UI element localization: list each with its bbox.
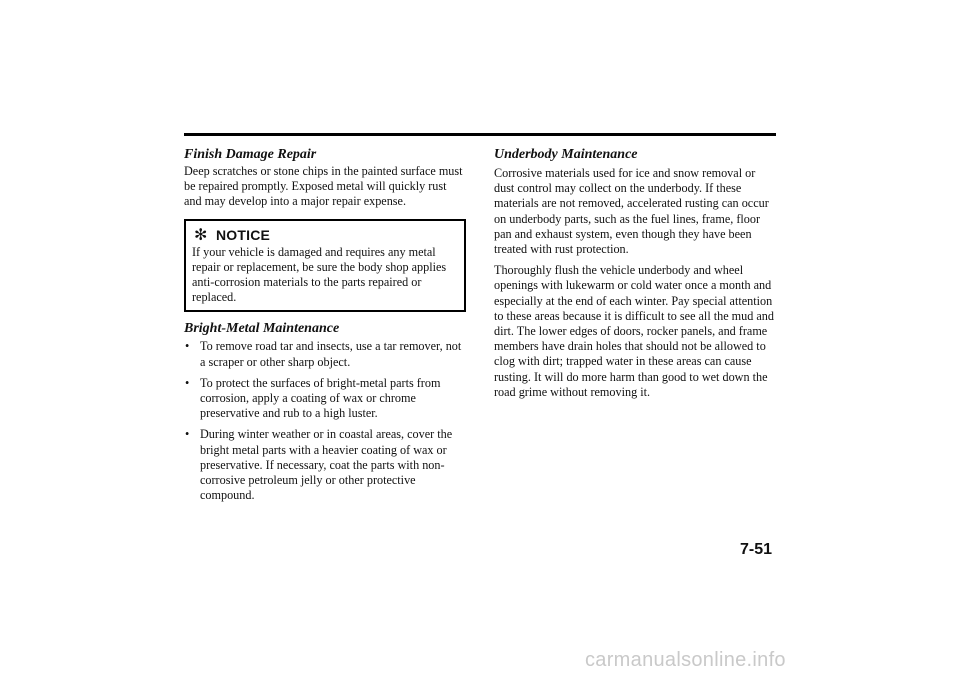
finish-damage-body: Deep scratches or stone chips in the painted surface must be repaired promptly. Exposed metal will quickly rust and may develop into a major repair expense. bbox=[184, 164, 463, 209]
notice-body: If your vehicle is damaged and requires any metal repair or replacement, be sure the body shop applies anti-corrosion materials to the parts repaired or replaced. bbox=[192, 244, 447, 305]
list-item-text: During winter weather or in coastal areas, cover the bright metal parts with a heavier coating of wax or preservative. If necessary, coat the parts with non-corrosive petroleum jelly or other protective compound. bbox=[200, 427, 453, 503]
bullet-icon: • bbox=[185, 427, 190, 442]
list-item-text: To protect the surfaces of bright-metal parts from corrosion, apply a coating of wax or chrome preservative and rub to a high luster. bbox=[200, 375, 441, 421]
left-column bbox=[184, 146, 466, 509]
finish-damage-heading: Finish Damage Repair bbox=[184, 147, 317, 162]
underbody-paragraph-2: Thoroughly flush the vehicle underbody and wheel openings with lukewarm or cold water once a month and especially at the end of each winter. Pay special attention to these areas because it is difficult to see all the mud and dirt. The lower edges of doors, rocker panels, and frame members have drain holes that should not be allowed to clog with dirt; trapped water in these areas can cause rusting. It will do more harm than good to wet down the road grime without removing it. bbox=[494, 263, 774, 399]
notice-star-icon: ✻ bbox=[194, 224, 208, 244]
header-rule bbox=[184, 133, 776, 136]
bullet-icon: • bbox=[185, 375, 190, 390]
list-item bbox=[184, 376, 466, 422]
list-item-text: To remove road tar and insects, use a tar remover, not a scraper or other sharp object. bbox=[200, 339, 462, 369]
list-item bbox=[184, 339, 466, 369]
bullet-icon: • bbox=[185, 339, 190, 354]
page-number: 7-51 bbox=[740, 541, 773, 558]
underbody-paragraph-1: Corrosive materials used for ice and snow removal or dust control may collect on the underbody. If these materials are not removed, accelerated rusting can occur on underbody parts, such as the fuel lines, frame, floor pan and exhaust system, even though they have been treated with rust protection. bbox=[494, 166, 769, 257]
notice-header bbox=[192, 224, 458, 244]
bright-metal-list bbox=[184, 339, 466, 503]
bright-metal-heading: Bright-Metal Maintenance bbox=[184, 321, 340, 337]
notice-title: NOTICE bbox=[216, 226, 271, 243]
watermark: carmanualsonline.info bbox=[585, 649, 786, 671]
underbody-heading: Underbody Maintenance bbox=[494, 147, 638, 162]
notice-box bbox=[184, 219, 466, 313]
list-item bbox=[184, 427, 466, 503]
right-column bbox=[494, 146, 776, 406]
